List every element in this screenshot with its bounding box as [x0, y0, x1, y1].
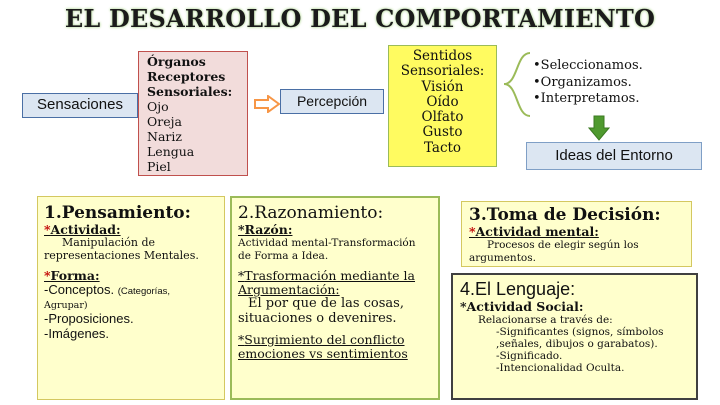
star: * [44, 268, 51, 283]
lenguaje-label: *Actividad Social: [460, 299, 584, 314]
lenguaje-heading: 4.El Lenguaje: [460, 279, 576, 299]
star: * [238, 268, 245, 283]
razonamiento-heading: 2.Razonamiento: [238, 203, 384, 223]
lenguaje-item: -Significado. [496, 350, 563, 362]
lenguaje-item: -Intencionalidad Oculta. [496, 362, 625, 374]
trans-label-1: Trasformación mediante la [244, 268, 416, 283]
trans-text-2: situaciones o devenires. [238, 310, 397, 326]
star: * [238, 222, 245, 237]
brace-icon [500, 50, 532, 120]
pensamiento-heading: 1.Pensamiento: [44, 203, 191, 223]
sentido-item: Visión [421, 78, 464, 95]
organos-box [138, 51, 248, 176]
actividad-label: Actividad: [50, 222, 121, 237]
arrow-right-icon [254, 95, 280, 113]
organo-item: Lengua [147, 144, 195, 159]
decision-text-2: argumentos. [469, 251, 536, 264]
organo-item: Ojo [147, 99, 169, 114]
sentido-item: Tacto [423, 139, 462, 156]
forma-colon: : [95, 268, 100, 283]
lenguaje-item: -Significantes (signos, símbolos [496, 326, 664, 338]
razon-label: Razón: [244, 222, 293, 237]
arrow-down-icon [588, 115, 610, 141]
conceptos-note-2: Agrupar) [44, 299, 88, 311]
organos-heading-1: Órganos [147, 54, 206, 69]
star: * [44, 222, 51, 237]
razonamiento-box [230, 196, 440, 400]
forma-item: -Imágenes. [44, 325, 110, 341]
lenguaje-item: ,señales, dibujos o garabatos). [496, 338, 658, 350]
forma-item: -Conceptos. [44, 282, 115, 297]
sentidos-heading-2: Sensoriales: [400, 63, 485, 80]
organos-heading-2: Receptores [147, 69, 226, 84]
decision-label: Actividad mental: [475, 224, 599, 239]
actividad-text-2: representaciones Mentales. [44, 248, 199, 262]
sentidos-heading-1: Sentidos [412, 48, 473, 64]
star: * [238, 332, 245, 347]
actividad-text-1: Manipulación de [62, 236, 156, 249]
forma-label: Forma [50, 268, 95, 283]
trans-label-2: Argumentación: [238, 282, 340, 297]
procesos-list [533, 58, 668, 108]
decision-heading: 3.Toma de Decisión: [469, 205, 661, 225]
decision-box [461, 201, 692, 267]
lenguaje-intro: Relacionarse a través de: [478, 314, 613, 326]
forma-item: -Proposiciones. [44, 311, 134, 326]
organo-item: Nariz [147, 129, 182, 144]
page-title: EL DESARROLLO DEL COMPORTAMIENTO [64, 4, 656, 33]
organos-heading-3: Sensoriales: [147, 84, 233, 99]
organo-item: Oreja [147, 114, 182, 129]
sentidos-box [388, 45, 497, 167]
razon-text-2: de Forma a Idea. [238, 249, 329, 262]
proceso-item: •Seleccionamos. [533, 58, 643, 73]
sentido-item: Olfato [421, 109, 464, 126]
pensamiento-box [37, 196, 225, 400]
proceso-item: •Interpretamos. [533, 91, 640, 106]
sentido-item: Oído [426, 93, 459, 110]
ideas-entorno-box: Ideas del Entorno [526, 142, 702, 170]
star: * [469, 224, 476, 239]
conceptos-note: (Categorías, [117, 286, 170, 297]
surg-label-2: emociones vs sentimientos [238, 346, 408, 361]
trans-text-1: El por que de las cosas, [248, 296, 404, 311]
decision-text-1: Procesos de elegir según los [487, 239, 639, 251]
razon-text-1: Actividad mental-Transformación [238, 237, 416, 249]
surg-label-1: Surgimiento del conflicto [244, 332, 405, 347]
lenguaje-box [451, 273, 698, 400]
percepcion-box: Percepción [280, 89, 384, 114]
sentido-item: Gusto [422, 124, 463, 141]
organo-item: Piel [147, 159, 171, 174]
proceso-item: •Organizamos. [533, 74, 632, 90]
sensaciones-box: Sensaciones [22, 93, 138, 118]
